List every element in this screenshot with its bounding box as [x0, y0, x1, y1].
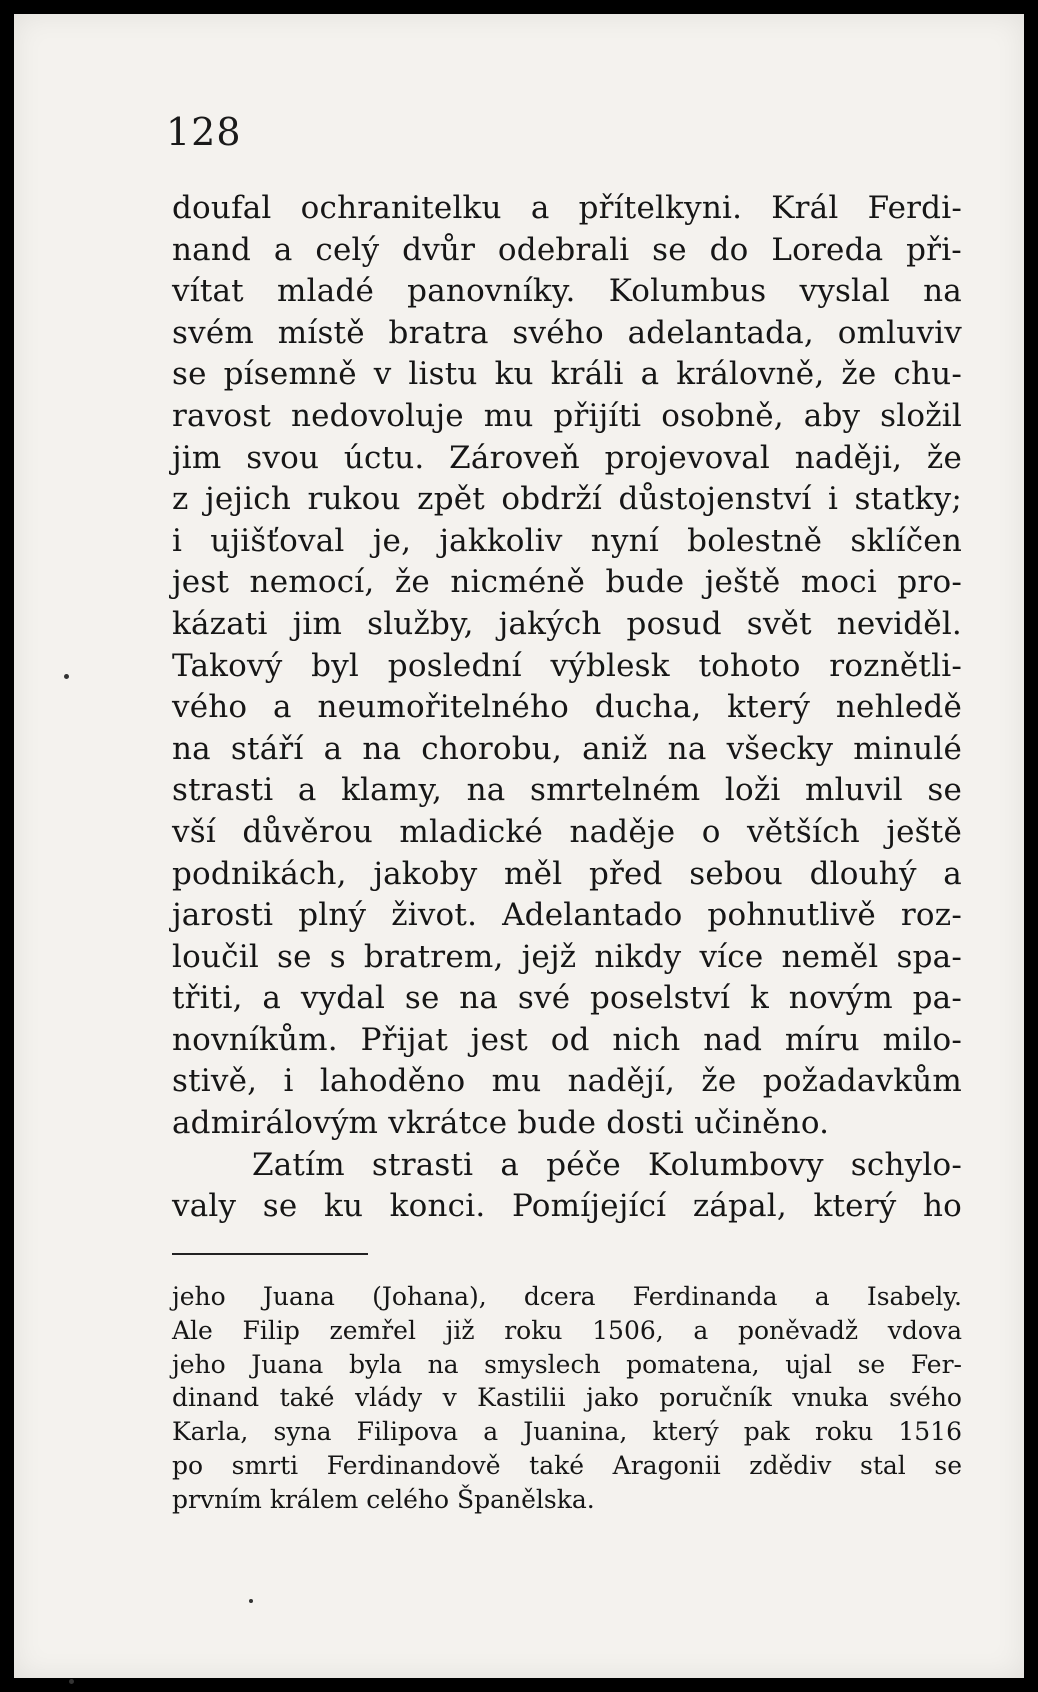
text-line: jest nemocí, že nicméně bude ještě moci pro-	[172, 564, 962, 601]
footnote-line: po smrti Ferdinandově také Aragonii zdědiv stal se	[172, 1450, 962, 1480]
text-line: svém místě bratra svého adelantada, omluviv	[172, 314, 962, 351]
footnote-line: Ale Filip zemřel již roku 1506, a poněvadž vdova	[172, 1315, 962, 1345]
text-line: admirálovým vkrátce bude dosti učiněno.	[172, 1105, 830, 1142]
text-line: třiti, a vydal se na své poselství k novým pa-	[172, 980, 962, 1017]
page-number: 128	[166, 110, 242, 154]
footnote-line: jeho Juana byla na smyslech pomatena, ujal se Fer-	[172, 1349, 962, 1379]
text-line: podnikách, jakoby měl před sebou dlouhý a	[172, 855, 962, 892]
footnote-line: dinand také vlády v Kastilii jako poručník vnuka svého	[172, 1383, 962, 1413]
text-line: kázati jim služby, jakých posud svět neviděl.	[172, 605, 962, 642]
text-line: vší důvěrou mladické naděje o větších ještě	[172, 813, 962, 850]
text-line: Zatím strasti a péče Kolumbovy schylo-	[252, 1146, 962, 1183]
text-line: z jejich rukou zpět obdrží důstojenství i statky;	[172, 481, 962, 518]
text-line: vítat mladé panovníky. Kolumbus vyslal na	[172, 273, 962, 310]
footnote-line: Karla, syna Filipova a Juanina, který pak roku 1516	[172, 1417, 962, 1447]
text-line: i ujišťoval je, jakkoliv nyní bolestně sklíčen	[172, 522, 962, 559]
text-line: valy se ku konci. Pomíjející zápal, který ho	[172, 1188, 962, 1225]
main-text	[172, 188, 962, 1228]
print-speck	[64, 674, 69, 679]
text-line: se písemně v listu ku králi a královně, že chu-	[172, 356, 962, 393]
text-line: ravost nedovoluje mu přijíti osobně, aby složil	[172, 397, 962, 434]
text-line: nand a celý dvůr odebrali se do Loreda při-	[172, 231, 962, 268]
print-speck	[249, 1599, 253, 1603]
text-line: doufal ochranitelku a přítelkyni. Král Ferdi-	[172, 190, 962, 226]
text-line: na stáří a na chorobu, aniž na všecky minulé	[172, 730, 962, 767]
print-speck	[69, 1679, 74, 1684]
text-line: Takový byl poslední výblesk tohoto roznětli-	[172, 647, 962, 684]
footnote-line: prvním králem celého Španělska.	[172, 1484, 595, 1514]
footnote	[172, 1280, 962, 1517]
footnote-rule	[172, 1253, 368, 1255]
text-line: novníkům. Přijat jest od nich nad míru milo-	[172, 1021, 962, 1058]
text-line: jarosti plný život. Adelantado pohnutlivě roz-	[172, 897, 962, 934]
text-line: jim svou úctu. Zároveň projevoval naději, že	[172, 439, 962, 476]
text-line: loučil se s bratrem, jejž nikdy více neměl spa-	[172, 938, 962, 975]
text-line: stivě, i lahoděno mu nadějí, že požadavkům	[172, 1063, 962, 1100]
footnote-line: jeho Juana (Johana), dcera Ferdinanda a Isabely.	[172, 1282, 962, 1311]
text-line: vého a neumořitelného ducha, který nehledě	[172, 689, 962, 726]
text-line: strasti a klamy, na smrtelném loži mluvil se	[172, 772, 962, 809]
